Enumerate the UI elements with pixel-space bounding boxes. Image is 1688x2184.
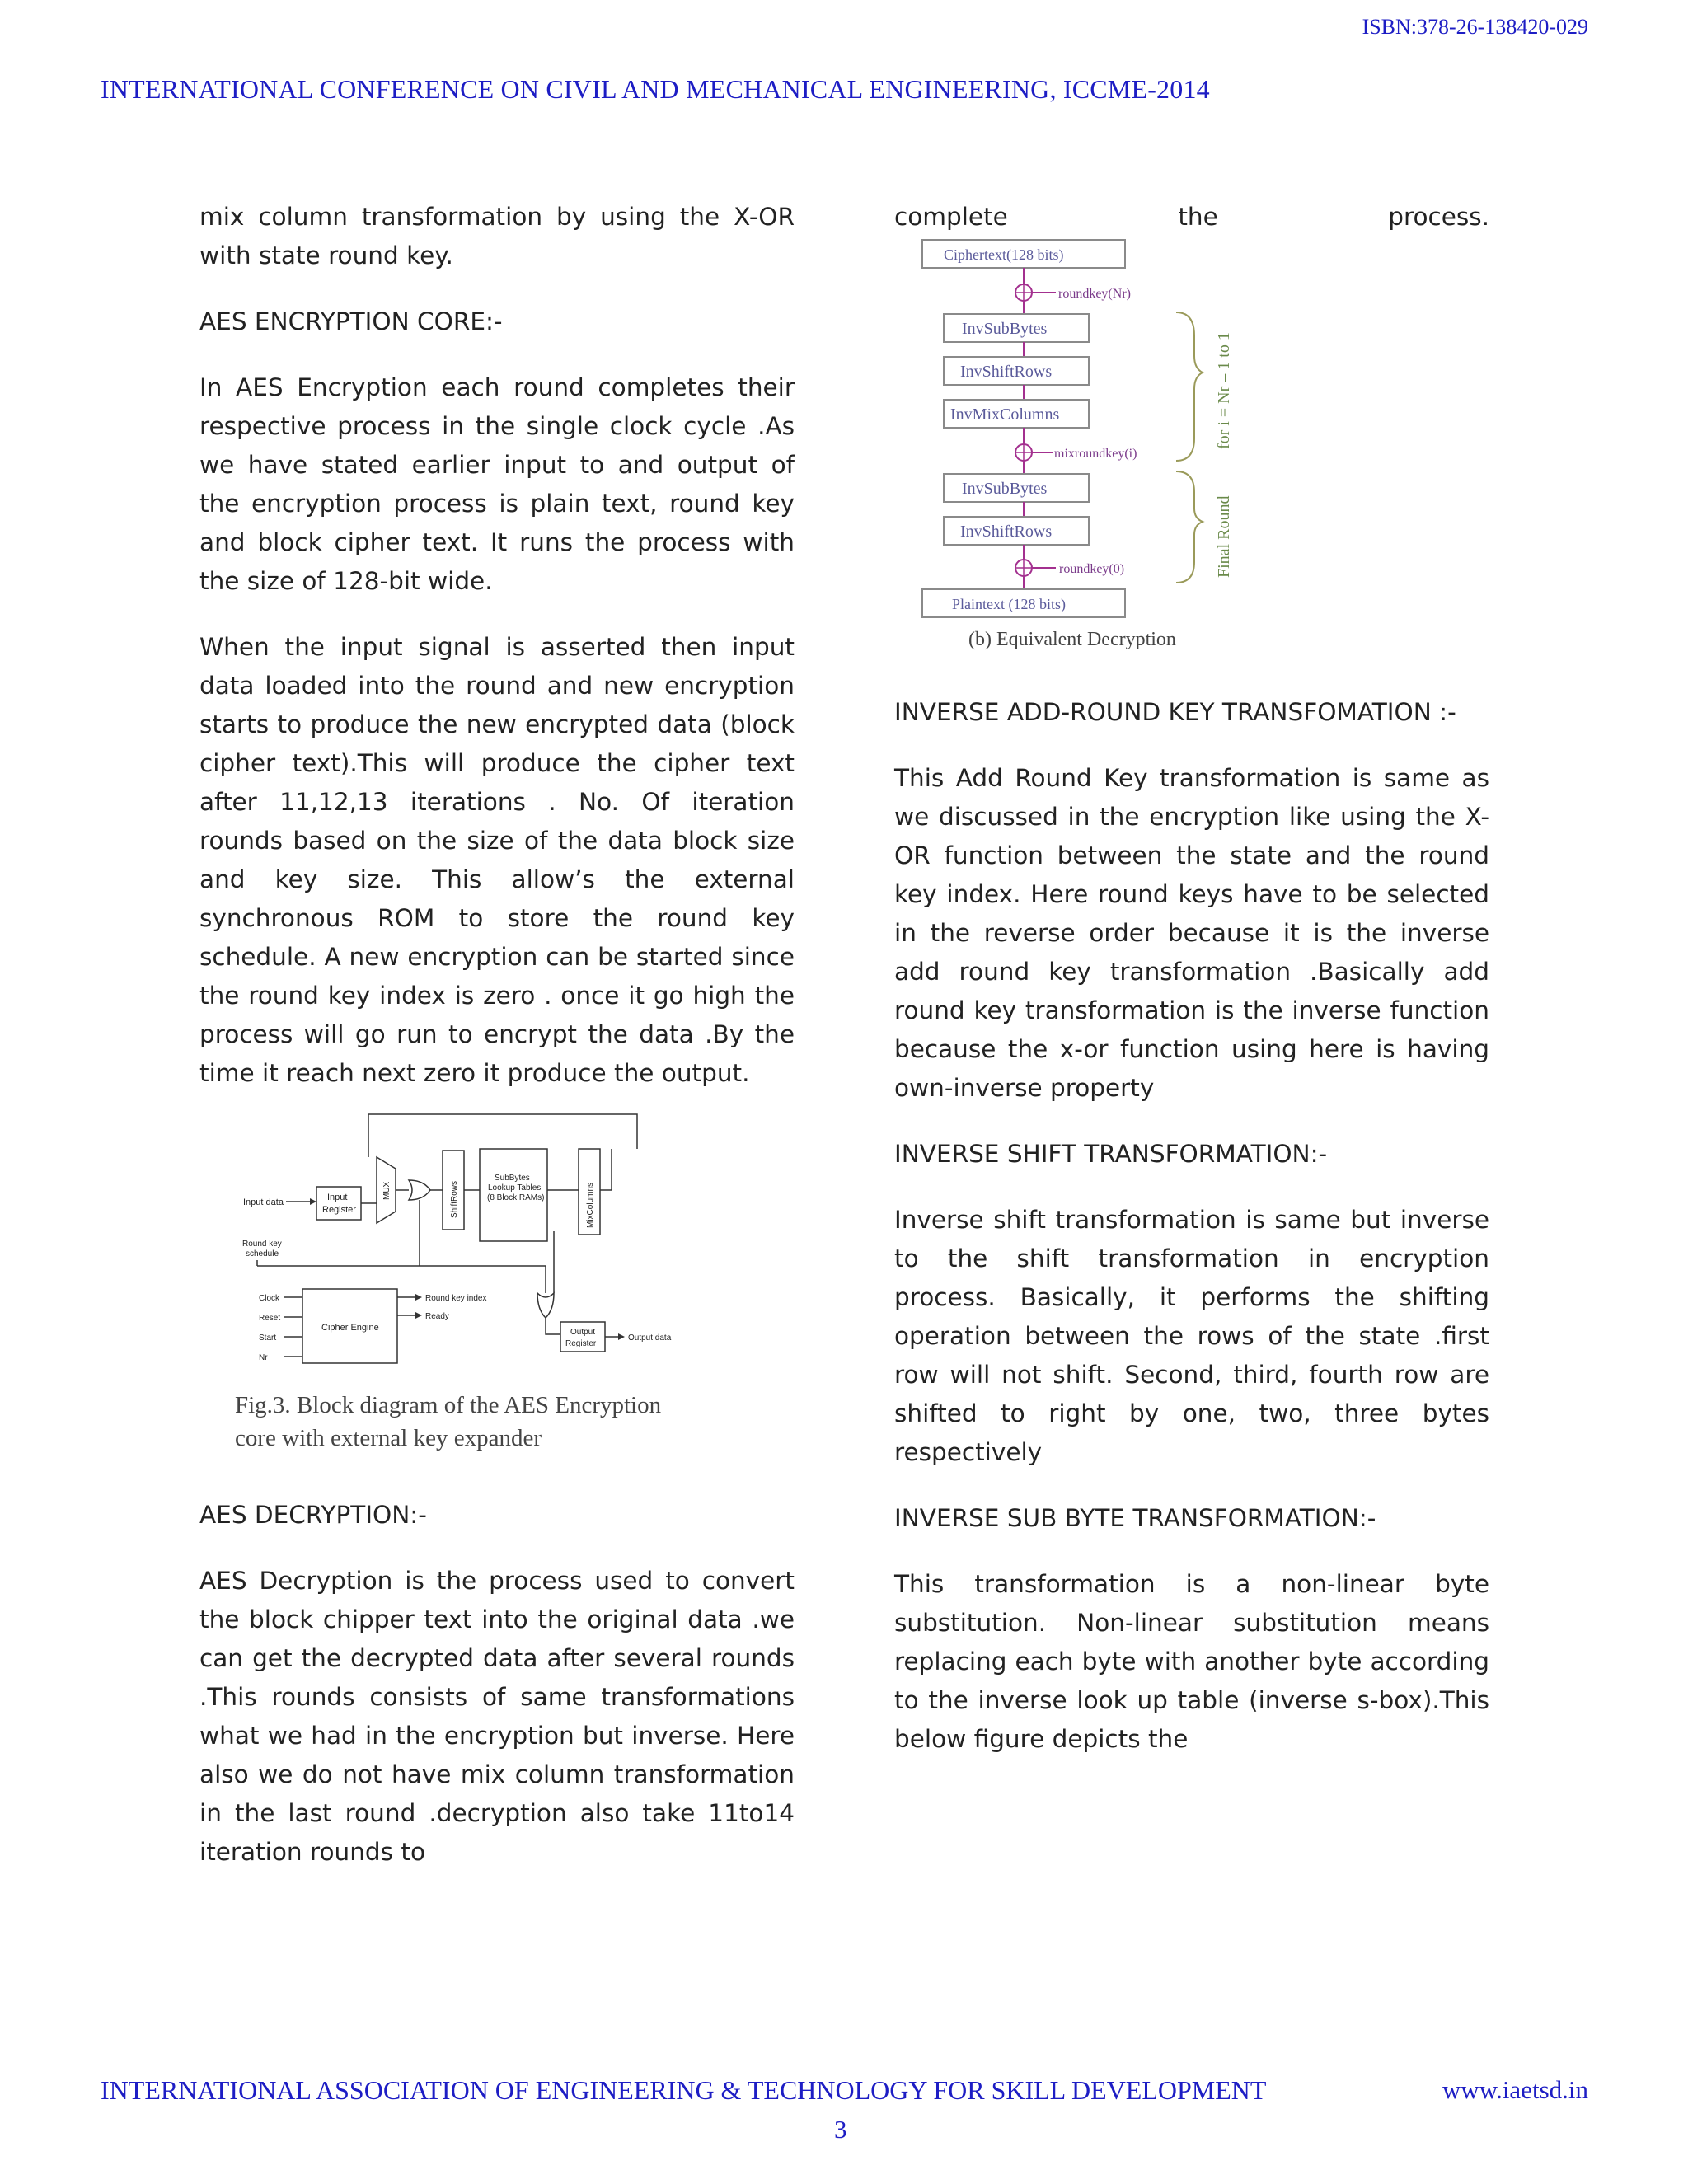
section-heading: AES DECRYPTION:-	[199, 1501, 427, 1529]
paragraph: In AES Encryption each round completes their respective process in the single clock cycle .As we have stated earlier input to and output of the encryption process is plain text, round key and block cipher text. It runs the process with the size of 128-bit wide.	[199, 373, 795, 595]
fig3-ready-label: Ready	[425, 1312, 449, 1321]
fig3-caption-line-1: Fig.3. Block diagram of the AES Encryption	[235, 1392, 662, 1418]
right-column	[894, 198, 1489, 1759]
fig3-xor-gate	[409, 1180, 430, 1200]
dec-ciphertext-label: Ciphertext(128 bits)	[944, 246, 1064, 263]
paragraph: This transformation is a non-linear byte substitution. Non-linear substitution means replacing each byte with another byte according to the inverse look up table (inverse s-box).This below figure depicts the	[894, 1570, 1489, 1753]
fig3-reset-label: Reset	[259, 1314, 281, 1323]
fig3-mux-label: MUX	[382, 1181, 392, 1200]
fig3-input-data-label: Input data	[243, 1197, 284, 1207]
fig3-output-xor	[537, 1293, 554, 1318]
footer-website[interactable]: www.iaetsd.in	[1442, 2075, 1588, 2104]
paragraph: This Add Round Key transformation is same as we discussed in the encryption like using the X-OR function between the state and the round key index. Here round keys have to be selected in the reverse order because it is the inverse add round key transformation .Basically add round key transformation is the inverse function because the x-or function using here is having own-inverse property	[894, 764, 1489, 1102]
dec-invmixcolumns-label: InvMixColumns	[950, 405, 1060, 424]
dec-invshiftrows-label-2: InvShiftRows	[960, 523, 1053, 541]
fig3-round-key-label-1: Round key	[242, 1240, 282, 1249]
fig3-output-data-label: Output data	[628, 1333, 672, 1343]
section-heading: INVERSE SHIFT TRANSFORMATION:-	[894, 1140, 1328, 1168]
isbn: ISBN:378-26-138420-029	[1362, 15, 1588, 39]
dec-loop-brace	[1176, 312, 1203, 461]
paragraph: Inverse shift transformation is same but inverse to the shift transformation in encryption process. Basically, it performs the shifting operation between the rows of the state .first row will not shift. Second, third, fourth row are shifted to right by one, two, three bytes respectively	[894, 1206, 1489, 1466]
dec-invshiftrows-label-1: InvShiftRows	[960, 363, 1053, 381]
fig3-output-register-label-2: Register	[565, 1339, 597, 1348]
dec-invsubbytes-label-2: InvSubBytes	[962, 480, 1048, 498]
fig3-output-register-label-1: Output	[570, 1328, 596, 1337]
fig3-input-register	[316, 1187, 361, 1220]
section-heading: AES ENCRYPTION CORE:-	[199, 307, 503, 335]
page-number: 3	[834, 2115, 847, 2144]
fig3-round-key-index-label: Round key index	[425, 1294, 487, 1303]
fig3-nr-label: Nr	[259, 1353, 268, 1362]
fig3-cipher-engine-label: Cipher Engine	[321, 1323, 379, 1333]
paragraph: When the input signal is asserted then input data loaded into the round and new encryption starts to produce the new encrypted data (block cipher text).This will produce the cipher text after 11,12,13 iterations . No. Of iteration rounds based on the size of the data block size and key size. This allow’s the external synchronous ROM to store the round key schedule. A new encryption can be started since the round key index is zero . once it go high the process will go run to encrypt the data .By the time it reach next zero it produce the output.	[199, 633, 795, 1087]
word: process.	[1388, 203, 1489, 231]
fig3-subbytes-label-3: (8 Block RAMs)	[487, 1193, 545, 1202]
fig3-start-label: Start	[259, 1333, 277, 1343]
fig3-subbytes-label-1: SubBytes	[495, 1174, 530, 1183]
fig3-clock-label: Clock	[259, 1294, 280, 1303]
word: complete	[894, 203, 1008, 231]
dec-roundkey-nr-label: roundkey(Nr)	[1058, 287, 1131, 301]
dec-plaintext-label: Plaintext (128 bits)	[952, 596, 1066, 612]
conference-title: INTERNATIONAL CONFERENCE ON CIVIL AND MECHANICAL ENGINEERING, ICCME-2014	[101, 74, 1210, 104]
dec-final-brace	[1176, 471, 1203, 583]
dec-final-round-label: Final Round	[1215, 495, 1233, 578]
fig3-caption-line-2: core with external key expander	[235, 1425, 542, 1451]
fig3-subbytes-label-2: Lookup Tables	[488, 1183, 542, 1193]
fig3-shiftrows-label: ShiftRows	[450, 1180, 459, 1218]
footer-association: INTERNATIONAL ASSOCIATION OF ENGINEERING & TECHNOLOGY FOR SKILL DEVELOPMENT	[101, 2075, 1267, 2105]
dec-caption: (b) Equivalent Decryption	[968, 629, 1176, 650]
section-heading: INVERSE SUB BYTE TRANSFORMATION:-	[894, 1504, 1376, 1532]
fig3-mixcolumns-label: MixColumns	[586, 1182, 595, 1228]
section-heading: INVERSE ADD-ROUND KEY TRANSFOMATION :-	[894, 698, 1456, 726]
continuation-line	[894, 198, 1489, 237]
fig3-input-register-label-1: Input	[327, 1193, 348, 1202]
paragraph: AES Decryption is the process used to convert the block chipper text into the original data .we can get the decrypted data after several rounds .This rounds consists of same transformations what we had in the encryption but inverse. Here also we do not have mix column transformation in the last round .decryption also take 11to14 iteration rounds to	[199, 1567, 795, 1866]
paragraph: mix column transformation by using the X-OR with state round key.	[199, 203, 795, 269]
fig3-round-key-label-2: schedule	[246, 1249, 279, 1258]
equivalent-decryption-figure	[914, 237, 1293, 632]
dec-roundkey-0-label: roundkey(0)	[1059, 562, 1125, 576]
fig3-input-register-label-2: Register	[322, 1205, 356, 1215]
dec-mixroundkey-label: mixroundkey(i)	[1054, 447, 1137, 461]
left-column	[199, 198, 795, 1872]
dec-loop-label: for i = Nr – 1 to 1	[1215, 332, 1233, 449]
dec-invsubbytes-label-1: InvSubBytes	[962, 320, 1048, 338]
word: the	[1178, 203, 1218, 231]
